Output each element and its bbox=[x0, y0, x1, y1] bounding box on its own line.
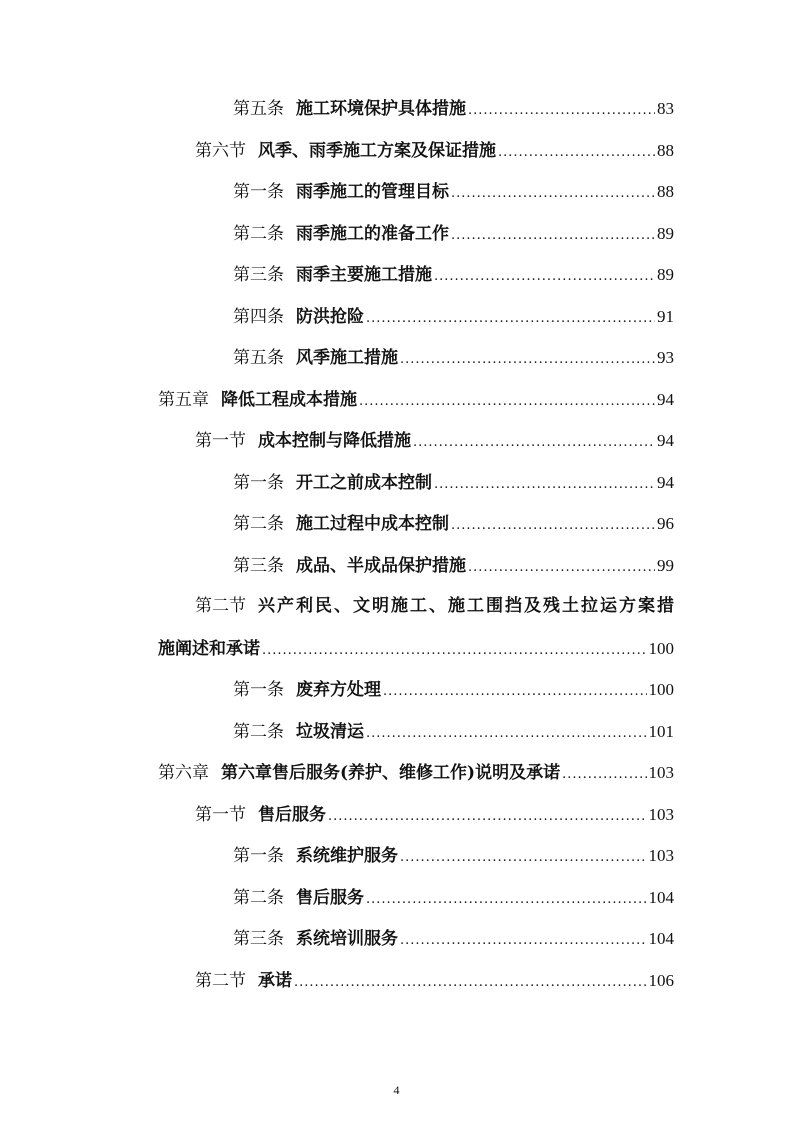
toc-entry-line bbox=[233, 296, 674, 340]
toc-entry-label: 第二节 bbox=[195, 970, 246, 991]
toc-entry-page: 103 bbox=[648, 763, 674, 782]
toc-entry-title: 雨季主要施工措施 bbox=[296, 265, 432, 285]
toc-entry-page: 104 bbox=[648, 887, 674, 907]
toc-entry[interactable] bbox=[0, 835, 793, 877]
toc-entry-page: 103 bbox=[648, 804, 674, 824]
toc-entry-line bbox=[233, 213, 674, 257]
page-number: 4 bbox=[393, 1083, 400, 1097]
toc-entry-title: 系统培训服务 bbox=[296, 929, 398, 949]
toc-entry-page: 88 bbox=[657, 140, 674, 160]
toc-entry-title-line1: 兴产利民、文明施工、施工围挡及残土拉运方案措 bbox=[258, 596, 674, 616]
toc-entry-line bbox=[158, 752, 674, 796]
toc-entry-label: 第三条 bbox=[233, 929, 284, 949]
dot-leader bbox=[383, 671, 647, 713]
toc-entry-page: 91 bbox=[657, 306, 674, 326]
toc-entry-label: 第二节 bbox=[195, 596, 246, 616]
toc-entry[interactable] bbox=[0, 752, 793, 794]
toc-entry-label: 第二条 bbox=[233, 887, 284, 908]
dot-leader bbox=[451, 505, 655, 547]
toc-entry-line bbox=[233, 877, 674, 921]
toc-entry-title: 雨季施工的准备工作 bbox=[296, 223, 449, 244]
toc-entry-line bbox=[233, 88, 674, 132]
dot-leader bbox=[451, 215, 655, 257]
toc-entry-label: 第三条 bbox=[233, 555, 284, 576]
toc-entry-page: 89 bbox=[657, 223, 674, 243]
dot-leader bbox=[294, 962, 647, 1004]
toc-entry-label: 第六章 bbox=[158, 763, 209, 783]
toc-entry-title: 雨季施工的管理目标 bbox=[296, 182, 449, 202]
toc-entry-page: 100 bbox=[648, 680, 674, 699]
toc-entry[interactable] bbox=[0, 213, 793, 255]
toc-entry-line bbox=[233, 462, 674, 506]
toc-entry-page: 96 bbox=[657, 514, 674, 533]
toc-entry[interactable] bbox=[0, 130, 793, 172]
toc-entry-label: 第一条 bbox=[233, 182, 284, 202]
toc-entry-label: 第五条 bbox=[233, 99, 284, 119]
toc-entry-title: 成品、半成品保护措施 bbox=[296, 555, 466, 576]
dot-leader bbox=[498, 132, 655, 174]
dot-leader bbox=[451, 173, 655, 215]
toc-entry-page: 88 bbox=[657, 182, 674, 201]
toc-entry-line bbox=[233, 171, 674, 215]
toc-entry[interactable] bbox=[0, 877, 793, 919]
toc-entry-label: 第二条 bbox=[233, 514, 284, 534]
dot-leader bbox=[562, 754, 646, 796]
toc-entry-line bbox=[233, 918, 674, 962]
toc-entry-line bbox=[195, 794, 674, 838]
dot-leader bbox=[366, 879, 647, 921]
toc-entry-line bbox=[195, 130, 674, 174]
toc-entry-title: 成本控制与降低措施 bbox=[258, 431, 411, 451]
dot-leader bbox=[468, 90, 655, 132]
toc-entry-line bbox=[233, 254, 674, 298]
table-of-contents bbox=[0, 88, 793, 1001]
toc-entry-label: 第五条 bbox=[233, 348, 284, 368]
toc-entry[interactable] bbox=[0, 462, 793, 504]
dot-leader bbox=[366, 298, 655, 340]
dot-leader bbox=[400, 339, 655, 381]
toc-entry-label: 第二条 bbox=[233, 721, 284, 742]
toc-entry-label: 第三条 bbox=[233, 265, 284, 285]
toc-entry-title: 风季、雨季施工方案及保证措施 bbox=[258, 140, 496, 161]
toc-entry-title: 承诺 bbox=[258, 970, 292, 991]
toc-entry-title: 垃圾清运 bbox=[296, 721, 364, 742]
toc-entry-page: 94 bbox=[657, 472, 674, 492]
toc-entry-title: 废弃方处理 bbox=[296, 680, 381, 700]
toc-entry[interactable] bbox=[0, 794, 793, 836]
toc-entry-line bbox=[233, 337, 674, 381]
toc-entry-line bbox=[195, 960, 674, 1004]
toc-entry[interactable] bbox=[0, 669, 793, 711]
dot-leader bbox=[434, 464, 655, 506]
toc-entry[interactable] bbox=[0, 503, 793, 545]
toc-entry-title: 售后服务 bbox=[258, 804, 326, 825]
toc-entry-label: 第六节 bbox=[195, 140, 246, 161]
toc-entry[interactable] bbox=[0, 545, 793, 587]
toc-entry-label: 第一节 bbox=[195, 804, 246, 825]
toc-entry[interactable] bbox=[0, 171, 793, 213]
toc-entry-label: 第一条 bbox=[233, 846, 284, 866]
dot-leader bbox=[413, 422, 655, 464]
toc-entry-line bbox=[233, 503, 674, 547]
toc-entry-title: 开工之前成本控制 bbox=[296, 472, 432, 493]
toc-entry-page: 99 bbox=[657, 555, 674, 575]
toc-entry-page: 89 bbox=[657, 265, 674, 284]
toc-entry[interactable] bbox=[0, 379, 793, 421]
toc-entry[interactable] bbox=[0, 711, 793, 753]
toc-entry-title: 降低工程成本措施 bbox=[221, 389, 357, 410]
toc-entry-title: 风季施工措施 bbox=[296, 348, 398, 368]
toc-entry-line bbox=[195, 420, 674, 464]
dot-leader bbox=[400, 837, 647, 879]
dot-leader bbox=[359, 381, 655, 423]
toc-entry-page: 106 bbox=[648, 970, 674, 990]
toc-entry[interactable] bbox=[0, 88, 793, 130]
dot-leader bbox=[366, 713, 647, 755]
toc-entry-line bbox=[233, 545, 674, 589]
toc-entry-title: 系统维护服务 bbox=[296, 846, 398, 866]
toc-entry-page: 103 bbox=[648, 846, 674, 865]
toc-entry-page: 94 bbox=[657, 431, 674, 450]
toc-entry[interactable] bbox=[0, 960, 793, 1002]
toc-entry-page: 104 bbox=[648, 929, 674, 948]
toc-entry-page: 93 bbox=[657, 348, 674, 367]
toc-entry-line bbox=[158, 379, 674, 423]
dot-leader bbox=[468, 547, 655, 589]
toc-entry[interactable] bbox=[0, 337, 793, 379]
toc-entry-page: 100 bbox=[648, 638, 674, 658]
toc-entry-line bbox=[233, 669, 674, 713]
dot-leader bbox=[400, 920, 647, 962]
dot-leader bbox=[434, 256, 655, 298]
toc-entry-title: 第六章售后服务(养护、维修工作)说明及承诺 bbox=[221, 763, 561, 783]
toc-entry-label: 第一条 bbox=[233, 680, 284, 700]
toc-entry-wrapped[interactable] bbox=[0, 586, 793, 628]
toc-entry-line bbox=[233, 711, 674, 755]
toc-entry-title: 售后服务 bbox=[296, 887, 364, 908]
toc-entry-page: 101 bbox=[648, 721, 674, 741]
toc-entry-page: 94 bbox=[657, 389, 674, 409]
toc-entry[interactable] bbox=[0, 296, 793, 338]
toc-entry[interactable] bbox=[0, 254, 793, 296]
toc-entry-label: 第四条 bbox=[233, 306, 284, 327]
toc-entry-label: 第二条 bbox=[233, 223, 284, 244]
toc-entry-line bbox=[233, 835, 674, 879]
toc-entry-label: 第一条 bbox=[233, 472, 284, 493]
toc-entry[interactable] bbox=[0, 918, 793, 960]
toc-entry-title: 防洪抢险 bbox=[296, 306, 364, 327]
toc-entry-page: 83 bbox=[657, 99, 674, 118]
toc-entry-title-line2: 施阐述和承诺 bbox=[158, 638, 260, 659]
dot-leader bbox=[262, 630, 647, 672]
dot-leader bbox=[328, 796, 647, 838]
toc-entry-label: 第五章 bbox=[158, 389, 209, 410]
toc-entry-label: 第一节 bbox=[195, 431, 246, 451]
toc-entry-wrapped-cont[interactable] bbox=[0, 628, 793, 670]
toc-entry[interactable] bbox=[0, 420, 793, 462]
toc-entry-title: 施工过程中成本控制 bbox=[296, 514, 449, 534]
toc-entry-title: 施工环境保护具体措施 bbox=[296, 99, 466, 119]
